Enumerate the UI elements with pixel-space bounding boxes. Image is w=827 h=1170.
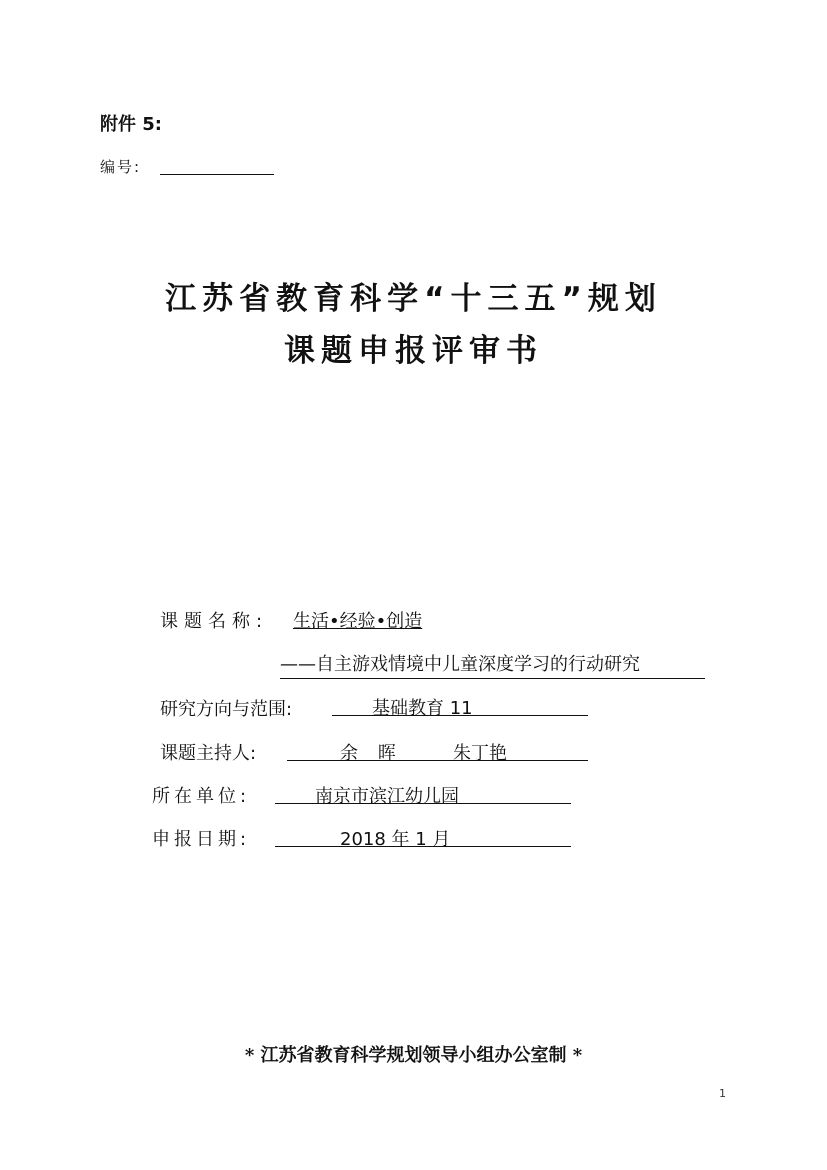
topic-value: 生活•经验•创造: [293, 611, 423, 632]
page-number: 1: [719, 1087, 726, 1100]
host-underline: [287, 760, 588, 761]
host-value-2: 朱丁艳: [453, 743, 507, 764]
host-label: 课题主持人:: [160, 743, 257, 764]
unit-value: 南京市滨江幼儿园: [315, 786, 459, 807]
unit-label: 所在单位:: [152, 786, 251, 807]
document-title: 江苏省教育科学“十三五”规划: [165, 281, 662, 317]
attachment-label: 附件 5:: [100, 114, 162, 135]
direction-value: 基础教育 11: [372, 698, 473, 719]
date-label: 申报日期:: [152, 829, 251, 850]
serial-number-label: 编号:: [100, 158, 142, 176]
document-subtitle: 课题申报评审书: [284, 333, 543, 369]
issuing-office: * 江苏省教育科学规划领导小组办公室制 *: [244, 1045, 583, 1066]
topic-subtitle-value: ——自主游戏情境中儿童深度学习的行动研究: [280, 650, 705, 679]
serial-number-field[interactable]: [160, 174, 274, 175]
direction-label: 研究方向与范围:: [160, 699, 293, 720]
topic-label: 课题名称:: [160, 611, 269, 632]
host-value-1: 余 晖: [340, 743, 396, 764]
date-value: 2018 年 1 月: [340, 829, 451, 850]
